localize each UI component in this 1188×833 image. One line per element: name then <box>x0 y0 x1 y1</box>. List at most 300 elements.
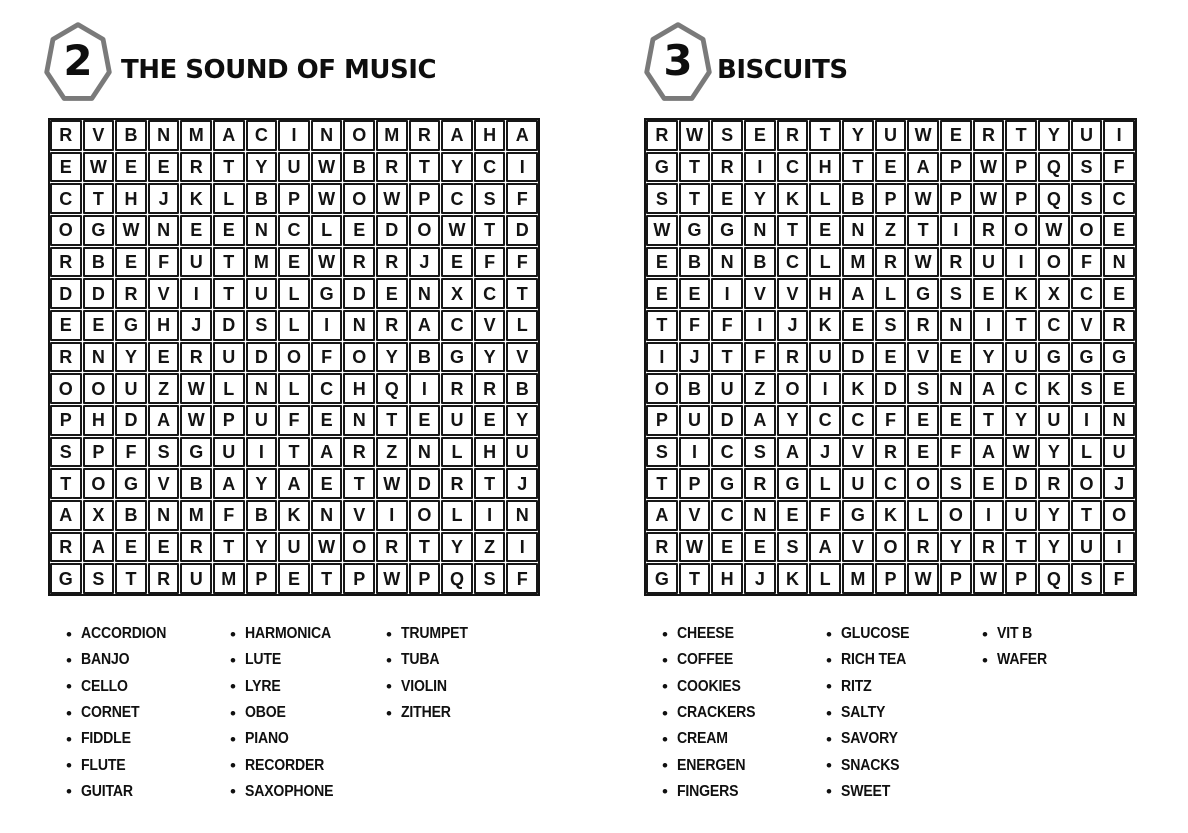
grid-cell: C <box>711 500 743 531</box>
bullet-icon: • <box>66 703 72 723</box>
grid-cell: E <box>278 563 310 594</box>
grid-cell: G <box>1103 342 1135 373</box>
grid-cell: N <box>744 215 776 246</box>
grid-cell: E <box>679 278 711 309</box>
grid-cell: S <box>1071 183 1103 214</box>
grid-cell: G <box>83 215 115 246</box>
grid-cell: Y <box>246 468 278 499</box>
grid-cell: F <box>1071 247 1103 278</box>
grid-cell: I <box>809 373 841 404</box>
grid-cell: R <box>441 468 473 499</box>
grid-cell: K <box>278 500 310 531</box>
grid-cell: W <box>973 152 1005 183</box>
grid-cell: G <box>646 152 678 183</box>
grid-cell: L <box>441 500 473 531</box>
grid-cell: W <box>907 563 939 594</box>
grid-cell: V <box>679 500 711 531</box>
grid-cell: E <box>148 342 180 373</box>
bullet-icon: • <box>230 782 236 802</box>
word-list-item <box>662 779 826 805</box>
grid-cell: B <box>506 373 538 404</box>
grid-cell: C <box>441 310 473 341</box>
grid-cell: R <box>50 120 82 151</box>
puzzle-title: THE SOUND OF MUSIC <box>121 55 437 85</box>
bullet-icon: • <box>230 729 236 749</box>
grid-cell: S <box>83 563 115 594</box>
grid-cell: J <box>744 563 776 594</box>
grid-cell: S <box>50 437 82 468</box>
word-label: LUTE <box>244 651 282 669</box>
grid-cell: J <box>148 183 180 214</box>
word-label: GLUCOSE <box>840 625 910 643</box>
grid-cell: A <box>50 500 82 531</box>
grid-cell: E <box>907 437 939 468</box>
grid-cell: H <box>809 152 841 183</box>
grid-cell: Y <box>441 152 473 183</box>
grid-cell: B <box>180 468 212 499</box>
grid-cell: S <box>646 437 678 468</box>
grid-cell: E <box>311 468 343 499</box>
grid-cell: O <box>343 183 375 214</box>
grid-cell: I <box>744 310 776 341</box>
grid-cell: O <box>1038 247 1070 278</box>
grid-cell: Z <box>474 532 506 563</box>
word-label: CHEESE <box>676 625 734 643</box>
grid-cell: S <box>1071 152 1103 183</box>
bullet-icon: • <box>230 624 236 644</box>
puzzle-3-number-badge <box>644 21 712 106</box>
grid-cell: K <box>777 183 809 214</box>
grid-cell: S <box>646 183 678 214</box>
grid-cell: E <box>940 342 972 373</box>
grid-cell: P <box>940 563 972 594</box>
grid-cell: V <box>744 278 776 309</box>
grid-cell: Y <box>441 532 473 563</box>
grid-cell: E <box>50 310 82 341</box>
grid-cell: P <box>409 183 441 214</box>
grid-cell: P <box>213 405 245 436</box>
grid-cell: W <box>115 215 147 246</box>
grid-cell: R <box>973 215 1005 246</box>
grid-cell: R <box>50 342 82 373</box>
grid-cell: E <box>83 310 115 341</box>
grid-cell: Y <box>1005 405 1037 436</box>
word-label: CRACKERS <box>676 704 756 722</box>
grid-cell: V <box>506 342 538 373</box>
word-list-item <box>826 700 982 726</box>
word-list-item <box>66 726 230 752</box>
word-list-3 <box>662 621 1054 805</box>
word-list-item <box>662 700 826 726</box>
bullet-icon: • <box>826 624 832 644</box>
grid-cell: N <box>311 500 343 531</box>
grid-cell: V <box>343 500 375 531</box>
grid-cell: Y <box>744 183 776 214</box>
grid-cell: A <box>148 405 180 436</box>
grid-cell: I <box>311 310 343 341</box>
word-list-item <box>66 674 230 700</box>
word-list-item <box>826 674 982 700</box>
grid-cell: F <box>278 405 310 436</box>
word-list-item <box>66 700 230 726</box>
grid-cell: K <box>180 183 212 214</box>
grid-cell: W <box>311 247 343 278</box>
grid-cell: N <box>83 342 115 373</box>
grid-cell: S <box>777 532 809 563</box>
grid-cell: I <box>973 310 1005 341</box>
bullet-icon: • <box>66 624 72 644</box>
grid-cell: T <box>907 215 939 246</box>
grid-cell: C <box>777 152 809 183</box>
grid-cell: F <box>1103 563 1135 594</box>
grid-cell: N <box>311 120 343 151</box>
grid-cell: H <box>148 310 180 341</box>
grid-cell: W <box>376 183 408 214</box>
grid-cell: T <box>409 152 441 183</box>
grid-cell: R <box>1103 310 1135 341</box>
grid-cell: D <box>1005 468 1037 499</box>
grid-cell: R <box>1038 468 1070 499</box>
grid-cell: R <box>180 532 212 563</box>
grid-cell: H <box>343 373 375 404</box>
grid-cell: V <box>148 278 180 309</box>
grid-cell: U <box>973 247 1005 278</box>
grid-cell: S <box>1071 563 1103 594</box>
grid-cell: I <box>278 120 310 151</box>
grid-cell: N <box>246 215 278 246</box>
grid-cell: R <box>973 120 1005 151</box>
grid-cell: O <box>1071 468 1103 499</box>
word-label: PIANO <box>244 730 289 748</box>
grid-cell: S <box>940 278 972 309</box>
grid-cell: G <box>180 437 212 468</box>
grid-cell: W <box>907 183 939 214</box>
grid-cell: T <box>311 563 343 594</box>
word-list-item <box>826 647 982 673</box>
grid-cell: W <box>376 468 408 499</box>
grid-cell: U <box>1071 120 1103 151</box>
grid-cell: E <box>973 278 1005 309</box>
grid-cell: N <box>148 215 180 246</box>
grid-cell: E <box>376 278 408 309</box>
grid-cell: S <box>711 120 743 151</box>
grid-cell: T <box>973 405 1005 436</box>
word-list-column <box>662 621 826 805</box>
grid-cell: I <box>1103 532 1135 563</box>
grid-cell: A <box>213 120 245 151</box>
grid-cell: O <box>907 468 939 499</box>
word-list-item <box>66 647 230 673</box>
grid-cell: J <box>180 310 212 341</box>
grid-cell: F <box>474 247 506 278</box>
grid-cell: R <box>376 152 408 183</box>
grid-cell: J <box>506 468 538 499</box>
grid-cell: V <box>842 532 874 563</box>
bullet-icon: • <box>386 677 392 697</box>
grid-cell: D <box>376 215 408 246</box>
bullet-icon: • <box>662 756 668 776</box>
grid-cell: U <box>1103 437 1135 468</box>
word-label: FLUTE <box>80 756 126 774</box>
grid-cell: L <box>278 278 310 309</box>
grid-cell: S <box>474 563 506 594</box>
grid-cell: C <box>1005 373 1037 404</box>
grid-cell: A <box>973 373 1005 404</box>
grid-cell: U <box>711 373 743 404</box>
grid-cell: E <box>409 405 441 436</box>
grid-cell: O <box>409 500 441 531</box>
grid-cell: R <box>343 437 375 468</box>
grid-cell: S <box>744 437 776 468</box>
grid-cell: L <box>809 247 841 278</box>
grid-cell: U <box>1005 342 1037 373</box>
grid-cell: R <box>711 152 743 183</box>
grid-cell: Y <box>376 342 408 373</box>
word-label: FIDDLE <box>80 730 131 748</box>
grid-cell: N <box>711 247 743 278</box>
grid-cell: W <box>973 183 1005 214</box>
grid-cell: P <box>1005 152 1037 183</box>
grid-cell: S <box>1071 373 1103 404</box>
bullet-icon: • <box>826 650 832 670</box>
grid-cell: C <box>1103 183 1135 214</box>
grid-cell: F <box>506 563 538 594</box>
grid-cell: E <box>875 342 907 373</box>
grid-cell: E <box>940 120 972 151</box>
grid-cell: T <box>474 215 506 246</box>
grid-cell: I <box>246 437 278 468</box>
grid-cell: T <box>842 152 874 183</box>
word-label: LYRE <box>244 677 281 695</box>
word-label: CORNET <box>80 704 140 722</box>
grid-cell: U <box>115 373 147 404</box>
grid-cell: P <box>50 405 82 436</box>
grid-cell: R <box>646 532 678 563</box>
bullet-icon: • <box>230 756 236 776</box>
grid-cell: F <box>506 247 538 278</box>
grid-cell: L <box>311 215 343 246</box>
grid-cell: O <box>50 373 82 404</box>
grid-cell: V <box>907 342 939 373</box>
grid-cell: I <box>1071 405 1103 436</box>
grid-cell: A <box>278 468 310 499</box>
grid-cell: N <box>1103 247 1135 278</box>
grid-cell: O <box>409 215 441 246</box>
grid-cell: Q <box>1038 563 1070 594</box>
grid-cell: T <box>213 152 245 183</box>
word-list-item <box>982 621 1054 647</box>
grid-cell: V <box>1071 310 1103 341</box>
grid-cell: W <box>376 563 408 594</box>
grid-cell: W <box>83 152 115 183</box>
grid-cell: L <box>875 278 907 309</box>
grid-cell: V <box>842 437 874 468</box>
grid-cell: A <box>441 120 473 151</box>
grid-cell: F <box>940 437 972 468</box>
grid-cell: W <box>1038 215 1070 246</box>
word-label: HARMONICA <box>244 625 331 643</box>
grid-cell: G <box>1071 342 1103 373</box>
grid-cell: C <box>246 120 278 151</box>
grid-cell: S <box>907 373 939 404</box>
grid-cell: F <box>744 342 776 373</box>
grid-cell: T <box>83 183 115 214</box>
bullet-icon: • <box>826 782 832 802</box>
grid-cell: U <box>1038 405 1070 436</box>
bullet-icon: • <box>662 703 668 723</box>
grid-cell: Q <box>1038 152 1070 183</box>
grid-cell: O <box>83 468 115 499</box>
grid-cell: N <box>940 310 972 341</box>
grid-cell: T <box>679 563 711 594</box>
grid-cell: G <box>311 278 343 309</box>
grid-cell: P <box>409 563 441 594</box>
grid-cell: I <box>646 342 678 373</box>
grid-cell: W <box>180 405 212 436</box>
grid-cell: F <box>115 437 147 468</box>
grid-cell: T <box>278 437 310 468</box>
word-label: SALTY <box>840 704 886 722</box>
word-list-column <box>386 621 477 726</box>
grid-cell: S <box>940 468 972 499</box>
grid-cell: M <box>246 247 278 278</box>
grid-cell: C <box>842 405 874 436</box>
grid-cell: P <box>1005 183 1037 214</box>
grid-cell: C <box>1071 278 1103 309</box>
grid-cell: C <box>474 152 506 183</box>
grid-cell: T <box>646 468 678 499</box>
grid-cell: Q <box>441 563 473 594</box>
grid-cell: D <box>83 278 115 309</box>
grid-cell: I <box>711 278 743 309</box>
grid-cell: W <box>907 247 939 278</box>
grid-cell: R <box>180 152 212 183</box>
grid-cell: H <box>115 183 147 214</box>
grid-cell: A <box>842 278 874 309</box>
grid-cell: B <box>83 247 115 278</box>
grid-cell: P <box>875 563 907 594</box>
grid-cell: E <box>441 247 473 278</box>
grid-cell: U <box>1071 532 1103 563</box>
grid-cell: G <box>679 215 711 246</box>
grid-cell: Y <box>246 532 278 563</box>
word-search-grid-2 <box>48 118 540 596</box>
grid-cell: G <box>646 563 678 594</box>
grid-cell: P <box>646 405 678 436</box>
word-list-item <box>230 700 386 726</box>
grid-cell: E <box>940 405 972 436</box>
word-list-item <box>386 621 477 647</box>
grid-cell: B <box>343 152 375 183</box>
grid-cell: N <box>343 405 375 436</box>
grid-cell: T <box>213 532 245 563</box>
grid-cell: E <box>115 152 147 183</box>
grid-cell: E <box>809 215 841 246</box>
word-list-item <box>230 647 386 673</box>
grid-cell: D <box>875 373 907 404</box>
grid-cell: O <box>1071 215 1103 246</box>
grid-cell: G <box>115 310 147 341</box>
grid-cell: O <box>940 500 972 531</box>
grid-cell: D <box>246 342 278 373</box>
bullet-icon: • <box>66 729 72 749</box>
word-label: OBOE <box>244 704 286 722</box>
grid-cell: Y <box>973 342 1005 373</box>
grid-cell: B <box>115 500 147 531</box>
grid-cell: D <box>506 215 538 246</box>
grid-cell: R <box>343 247 375 278</box>
grid-cell: N <box>148 120 180 151</box>
grid-cell: D <box>343 278 375 309</box>
word-list-item <box>826 726 982 752</box>
grid-cell: S <box>246 310 278 341</box>
word-label: BANJO <box>80 651 130 669</box>
grid-cell: G <box>441 342 473 373</box>
grid-cell: R <box>875 247 907 278</box>
grid-cell: O <box>875 532 907 563</box>
grid-cell: T <box>679 152 711 183</box>
bullet-icon: • <box>66 756 72 776</box>
grid-cell: E <box>1103 373 1135 404</box>
grid-cell: E <box>213 215 245 246</box>
word-list-item <box>230 779 386 805</box>
grid-cell: C <box>777 247 809 278</box>
grid-cell: T <box>711 342 743 373</box>
grid-cell: G <box>50 563 82 594</box>
grid-cell: M <box>180 500 212 531</box>
grid-cell: E <box>711 183 743 214</box>
word-list-item <box>662 752 826 778</box>
word-label: GUITAR <box>80 782 133 800</box>
word-list-item <box>662 647 826 673</box>
grid-cell: P <box>679 468 711 499</box>
grid-cell: I <box>180 278 212 309</box>
grid-cell: Z <box>376 437 408 468</box>
grid-cell: E <box>777 500 809 531</box>
grid-cell: E <box>180 215 212 246</box>
grid-cell: J <box>679 342 711 373</box>
grid-cell: L <box>441 437 473 468</box>
grid-cell: C <box>1038 310 1070 341</box>
grid-cell: E <box>343 215 375 246</box>
grid-cell: R <box>474 373 506 404</box>
bullet-icon: • <box>982 650 988 670</box>
grid-cell: C <box>875 468 907 499</box>
grid-cell: G <box>842 500 874 531</box>
grid-cell: O <box>83 373 115 404</box>
grid-cell: Q <box>376 373 408 404</box>
word-list-item <box>826 752 982 778</box>
grid-cell: U <box>246 278 278 309</box>
grid-cell: L <box>1071 437 1103 468</box>
word-label: SNACKS <box>840 756 900 774</box>
grid-cell: T <box>679 183 711 214</box>
grid-cell: R <box>777 120 809 151</box>
grid-cell: H <box>474 437 506 468</box>
word-list-item <box>66 621 230 647</box>
grid-cell: R <box>875 437 907 468</box>
grid-cell: D <box>115 405 147 436</box>
grid-cell: T <box>474 468 506 499</box>
grid-cell: K <box>1005 278 1037 309</box>
grid-cell: B <box>679 373 711 404</box>
grid-cell: T <box>50 468 82 499</box>
grid-cell: T <box>1005 310 1037 341</box>
grid-cell: T <box>115 563 147 594</box>
grid-cell: R <box>148 563 180 594</box>
bullet-icon: • <box>66 650 72 670</box>
bullet-icon: • <box>386 650 392 670</box>
